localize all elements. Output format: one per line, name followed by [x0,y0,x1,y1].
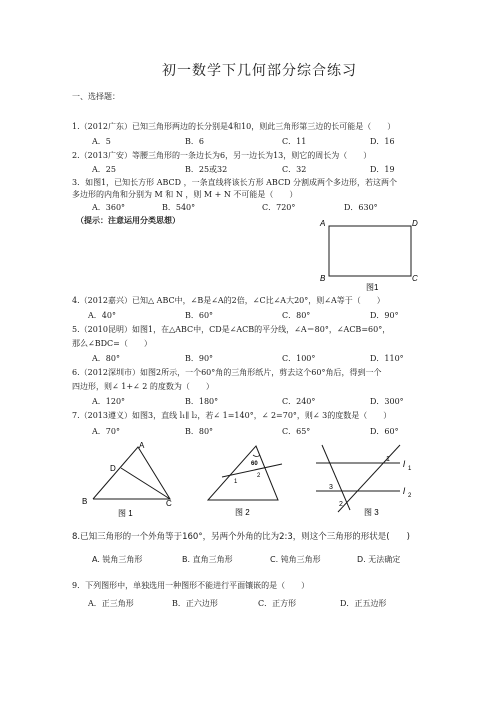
vertex-c-label: C [412,274,418,283]
option-a[interactable]: A．25 [92,165,116,174]
option-a[interactable]: A．40° [88,311,116,320]
option-c[interactable]: C. 钝角三角形 [270,555,321,564]
figure-1-caption: 图1 [366,283,379,292]
vertex-a-label: A [320,219,326,228]
label-l2: l [403,486,405,496]
angle-1-label: 1 [234,479,238,485]
angle-60-label: 60 [251,461,258,467]
option-a[interactable]: A. 锐角三角形 [92,555,143,564]
section-heading: 一、选择题： [72,92,120,101]
angle-arc-60 [253,455,260,457]
angle-3-label: 3 [329,484,333,491]
bisector-cd [121,468,170,499]
option-a[interactable]: A．5 [92,137,111,146]
option-a[interactable]: A．正三角形 [88,599,134,608]
option-a[interactable]: A．80° [92,354,120,363]
option-d[interactable]: D．60° [370,427,399,436]
label-l1-subscript: 1 [408,466,412,472]
option-c[interactable]: C．720° [262,203,296,212]
option-b[interactable]: B．25或32 [185,165,228,174]
page-title: 初一数学下几何部分综合练习 [162,63,357,79]
question-3-text-line1: 3．如图1，已知长方形 ABCD ，一条直线将该长方形 ABCD 分割成两个多边形，若这两个 [72,178,398,187]
question-7-text: 7.（2013遵义）如图3，直线 l₁∥ l₂，若∠ 1=140°，∠ 2=70°，则∠ 3的度数是（ ） [72,411,392,420]
option-b[interactable]: B．60° [185,311,214,320]
option-c[interactable]: C．240° [282,397,316,406]
angle-2-label: 2 [339,501,343,508]
option-d[interactable]: D．630° [344,203,378,212]
vertex-d-label: D [412,219,418,228]
label-l2-subscript: 2 [408,493,412,499]
label-l1: l [403,459,405,469]
vertex-d-label: D [110,464,116,473]
figure-caption: 图 3 [364,508,379,517]
question-4-text: 4.（2012嘉兴）已知△ ABC中，∠B是∠A的2倍，∠C比∠A大20°，则∠A等于（ ） [72,296,385,305]
option-c[interactable]: C．正方形 [258,599,297,608]
option-c[interactable]: C．100° [282,354,316,363]
vertex-b-label: B [82,497,88,506]
option-b[interactable]: B．80° [185,427,214,436]
vertex-a-label: A [139,441,145,450]
angle-1-label: 1 [386,456,390,463]
option-a[interactable]: A．70° [92,427,120,436]
question-9-text: 9．下列图形中，单独选用一种图形不能进行平面镶嵌的是（ ） [72,581,310,590]
option-c[interactable]: C．32 [282,165,307,174]
option-d[interactable]: D．90° [370,311,399,320]
question-2-text: 2.（2013广安）等腰三角形的一条边长为6，另一边长为13，则它的周长为（ ） [72,151,372,160]
option-b[interactable]: B. 直角三角形 [182,555,233,564]
paper-triangle [208,446,278,500]
question-8-text: 8.已知三角形的一个外角等于160°，另两个外角的比为2:3，则这个三角形的形状是( ) [72,532,410,542]
figure-parallel-lines [312,440,430,526]
question-1-text: 1.（2012广东）已知三角形两边的长分别是4和10，则此三角形第三边的长可能是（ ） [72,122,396,131]
option-a[interactable]: A．360° [92,203,126,212]
figure-triangle-bisector [76,440,186,526]
option-b[interactable]: B．90° [185,354,214,363]
figure-cut-triangle [200,440,300,526]
figure-1-rectangle [316,216,426,294]
option-c[interactable]: C．65° [282,427,311,436]
option-c[interactable]: C．80° [282,311,311,320]
option-d[interactable]: D．19 [370,165,395,174]
option-d[interactable]: D．300° [370,397,404,406]
option-b[interactable]: B．6 [185,137,204,146]
question-6-text-line1: 6.（2012深圳市）如图2所示，一个60°角的三角形纸片，剪去这个60°角后，得到一个 [72,368,382,377]
option-b[interactable]: B．180° [185,397,219,406]
vertex-b-label: B [320,274,326,283]
angle-2-label: 2 [257,473,261,479]
option-c[interactable]: C．11 [282,137,307,146]
question-5-text-line1: 5.（2010昆明）如图1，在△ABC中，CD是∠ACB的平分线，∠A＝80°，∠ACB=60°， [72,325,391,334]
question-5-text-line2: 那么∠BDC=（ ） [72,339,152,348]
figure-caption: 图 1 [118,509,133,518]
option-d[interactable]: D．正五边形 [340,599,387,608]
question-3-hint: （提示：注意运用分类思想） [76,215,180,225]
figure-caption: 图 2 [235,508,250,517]
option-d[interactable]: D. 无法确定 [357,555,401,564]
option-d[interactable]: D．110° [370,354,404,363]
option-d[interactable]: D．16 [370,137,395,146]
option-b[interactable]: B．540° [162,203,196,212]
question-6-text-line2: 四边形，则∠ 1+∠ 2 的度数为（ ） [72,382,214,391]
question-3-text-line2: 多边形的内角和分别为 M 和 N ，则 M + N 不可能是（ ） [72,190,298,199]
vertex-c-label: C [166,499,172,508]
option-a[interactable]: A．120° [92,397,126,406]
option-b[interactable]: B．正六边形 [172,599,218,608]
transversal-left [322,445,350,510]
transversal-right [338,445,400,512]
